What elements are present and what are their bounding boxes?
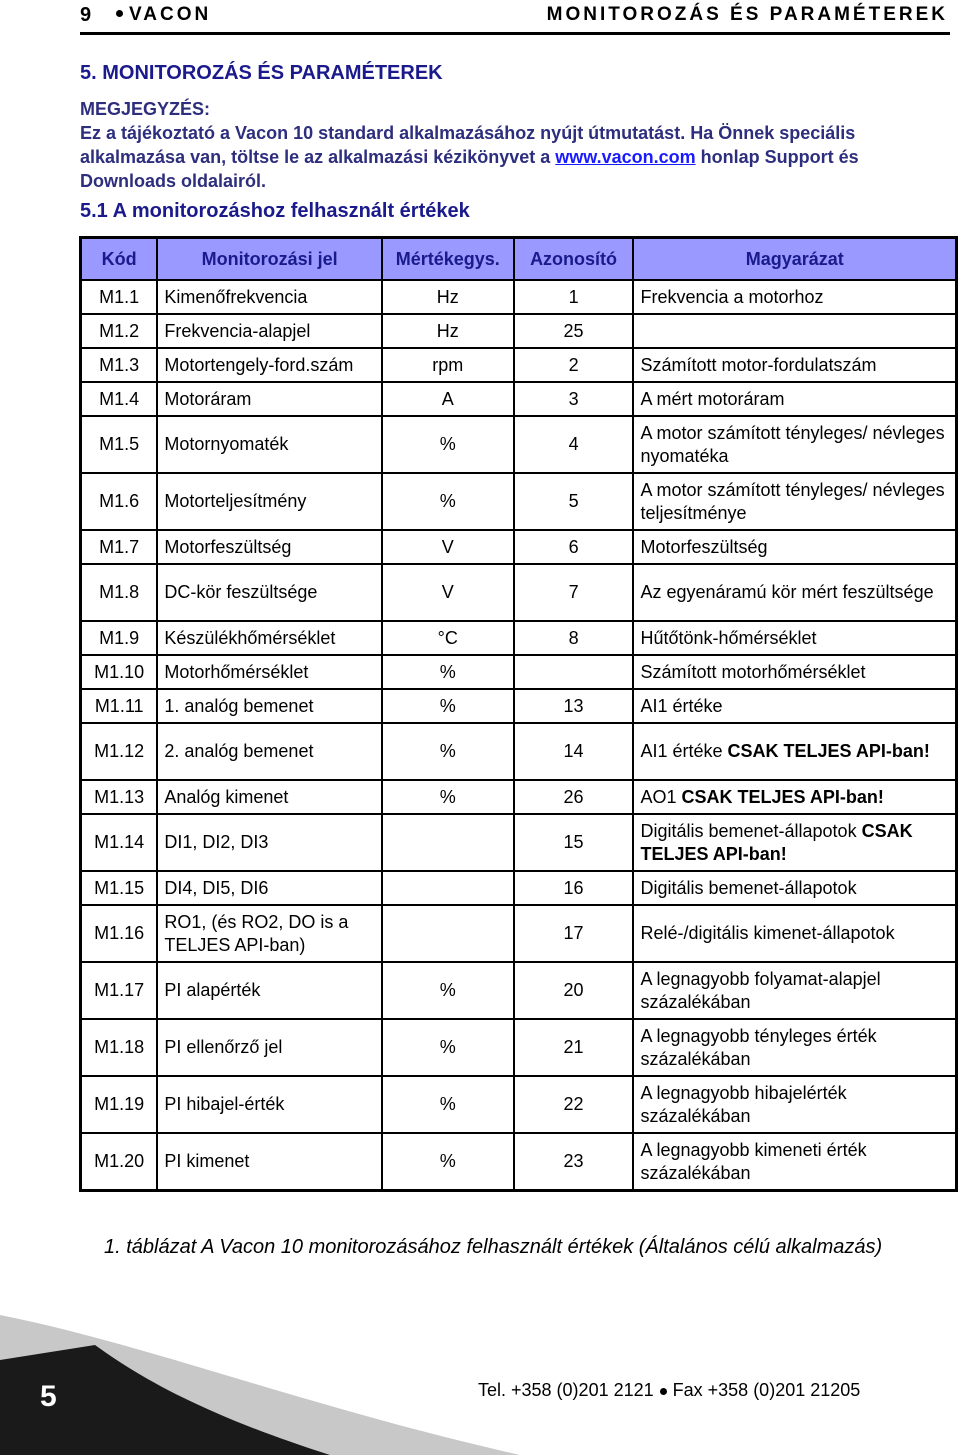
table-row <box>81 564 957 621</box>
cell-id <box>514 655 634 689</box>
table-row <box>81 621 957 655</box>
explanation-text: AO1 <box>640 786 682 807</box>
table-row <box>81 1076 957 1133</box>
table-row <box>81 530 957 564</box>
note-heading: MEGJEGYZÉS: <box>80 99 211 119</box>
explanation-text: Hűtőtönk-hőmérséklet <box>640 627 817 648</box>
cell-explanation <box>633 1019 956 1076</box>
cell-id: 23 <box>514 1133 634 1191</box>
explanation-text: Számított motor-fordulatszám <box>640 354 877 375</box>
table-row <box>81 655 957 689</box>
cell-code: M1.6 <box>81 473 158 530</box>
cell-code: M1.11 <box>81 689 158 723</box>
cell-code: M1.17 <box>81 962 158 1019</box>
table-row <box>81 814 957 871</box>
explanation-text: Motorfeszültség <box>640 536 768 557</box>
vacon-link[interactable]: www.vacon.com <box>555 147 696 167</box>
cell-explanation <box>633 280 956 314</box>
explanation-text: A legnagyobb tényleges érték százalékában <box>640 1025 877 1069</box>
monitoring-table <box>79 236 958 1192</box>
explanation-text: A mért motoráram <box>640 388 785 409</box>
footer-contact <box>478 1380 860 1401</box>
cell-id: 25 <box>514 314 634 348</box>
cell-explanation <box>633 416 956 473</box>
cell-signal: Motoráram <box>157 382 382 416</box>
cell-signal: DI1, DI2, DI3 <box>157 814 382 871</box>
table-row <box>81 280 957 314</box>
cell-unit <box>382 871 514 905</box>
cell-explanation <box>633 655 956 689</box>
footer-fax: Fax +358 (0)201 21205 <box>672 1380 861 1400</box>
explanation-text: Az egyenáramú kör mért feszültsége <box>640 582 934 602</box>
cell-explanation <box>633 564 956 621</box>
cell-explanation <box>633 1133 956 1191</box>
cell-id: 6 <box>514 530 634 564</box>
note-block <box>80 97 955 193</box>
cell-signal: Motortengely-ford.szám <box>157 348 382 382</box>
cell-id: 2 <box>514 348 634 382</box>
cell-unit: Hz <box>382 314 514 348</box>
note-text-after: honlap Support és Downloads oldalairól. <box>80 147 859 191</box>
cell-signal: PI alapérték <box>157 962 382 1019</box>
explanation-text: A motor számított tényleges/ névleges nyomatéka <box>640 422 945 466</box>
explanation-text: A legnagyobb folyamat-alapjel százalékában <box>640 968 881 1012</box>
cell-signal: 1. analóg bemenet <box>157 689 382 723</box>
cell-signal: Készülékhőmérséklet <box>157 621 382 655</box>
cell-signal: DC-kör feszültsége <box>157 564 382 621</box>
col-header-explanation: Magyarázat <box>633 238 956 281</box>
cell-code: M1.14 <box>81 814 158 871</box>
footer-tel: Tel. +358 (0)201 2121 <box>478 1380 654 1400</box>
header-section: MONITOROZÁS ÉS PARAMÉTEREK <box>546 4 948 25</box>
explanation-text: AI1 értéke <box>640 741 728 761</box>
explanation-text: Relé-/digitális kimenet-állapotok <box>640 923 895 943</box>
cell-id: 8 <box>514 621 634 655</box>
explanation-text: Digitális bemenet-állapotok <box>640 820 862 841</box>
cell-code: M1.13 <box>81 780 158 814</box>
table-row <box>81 348 957 382</box>
explanation-text: Digitális bemenet-állapotok <box>640 877 857 898</box>
cell-unit <box>382 905 514 962</box>
cell-unit: % <box>382 473 514 530</box>
cell-code: M1.18 <box>81 1019 158 1076</box>
cell-id: 1 <box>514 280 634 314</box>
cell-explanation <box>633 962 956 1019</box>
cell-unit: V <box>382 564 514 621</box>
cell-id: 26 <box>514 780 634 814</box>
cell-code: M1.1 <box>81 280 158 314</box>
cell-explanation <box>633 314 956 348</box>
cell-signal: 2. analóg bemenet <box>157 723 382 780</box>
explanation-text: A motor számított tényleges/ névleges teljesítménye <box>640 479 945 523</box>
cell-code: M1.20 <box>81 1133 158 1191</box>
table-row <box>81 905 957 962</box>
cell-explanation <box>633 780 956 814</box>
cell-signal: Motorhőmérséklet <box>157 655 382 689</box>
cell-unit: % <box>382 655 514 689</box>
explanation-text: A legnagyobb kimeneti érték százalékában <box>640 1139 867 1183</box>
cell-code: M1.12 <box>81 723 158 780</box>
cell-code: M1.15 <box>81 871 158 905</box>
cell-explanation <box>633 473 956 530</box>
cell-unit: A <box>382 382 514 416</box>
explanation-text: AI1 értéke <box>640 695 723 716</box>
table-caption: 1. táblázat A Vacon 10 monitorozásához felhasznált értékek (Általános célú alkalmazás) <box>104 1236 883 1258</box>
cell-unit: Hz <box>382 280 514 314</box>
explanation-text: A legnagyobb hibajelérték százalékában <box>640 1082 847 1126</box>
note-text <box>80 121 955 193</box>
cell-unit: rpm <box>382 348 514 382</box>
explanation-text: Számított motorhőmérséklet <box>640 661 866 682</box>
cell-id: 14 <box>514 723 634 780</box>
header-brand <box>116 4 211 26</box>
cell-id: 5 <box>514 473 634 530</box>
table-row <box>81 314 957 348</box>
cell-code: M1.19 <box>81 1076 158 1133</box>
cell-signal: Kimenőfrekvencia <box>157 280 382 314</box>
cell-code: M1.5 <box>81 416 158 473</box>
table-row <box>81 780 957 814</box>
cell-signal: RO1, (és RO2, DO is a TELJES API-ban) <box>157 905 382 962</box>
footer-page-number: 5 <box>40 1380 57 1413</box>
subsection-title: 5.1 A monitorozáshoz felhasznált értékek <box>80 200 470 222</box>
bullet-icon <box>116 10 123 17</box>
table-row <box>81 382 957 416</box>
cell-code: M1.10 <box>81 655 158 689</box>
cell-id: 22 <box>514 1076 634 1133</box>
cell-unit: % <box>382 1076 514 1133</box>
cell-code: M1.7 <box>81 530 158 564</box>
cell-signal: PI kimenet <box>157 1133 382 1191</box>
table-row <box>81 473 957 530</box>
col-header-signal: Monitorozási jel <box>157 238 382 281</box>
cell-explanation <box>633 723 956 780</box>
cell-code: M1.8 <box>81 564 158 621</box>
note-text-before: Ez a tájékoztató a Vacon 10 standard alkalmazásához nyújt útmutatást. Ha Önnek speciális alkalmazása van, töltse le az alkalmazási kézikönyvet a <box>80 123 856 167</box>
cell-id: 7 <box>514 564 634 621</box>
table-row <box>81 723 957 780</box>
col-header-id: Azonosító <box>514 238 634 281</box>
cell-code: M1.4 <box>81 382 158 416</box>
table-row <box>81 871 957 905</box>
cell-unit: % <box>382 723 514 780</box>
col-header-unit: Mértékegys. <box>382 238 514 281</box>
cell-unit: % <box>382 689 514 723</box>
cell-code: M1.16 <box>81 905 158 962</box>
table-row <box>81 962 957 1019</box>
cell-signal: Analóg kimenet <box>157 780 382 814</box>
bullet-icon <box>660 1388 667 1395</box>
cell-unit: °C <box>382 621 514 655</box>
cell-explanation <box>633 1076 956 1133</box>
cell-id: 16 <box>514 871 634 905</box>
explanation-bold-text: CSAK TELJES API-ban! <box>681 786 884 807</box>
cell-signal: Motornyomaték <box>157 416 382 473</box>
cell-signal: PI ellenőrző jel <box>157 1019 382 1076</box>
cell-unit <box>382 814 514 871</box>
cell-explanation <box>633 814 956 871</box>
col-header-code: Kód <box>81 238 158 281</box>
cell-signal: PI hibajel-érték <box>157 1076 382 1133</box>
cell-unit: % <box>382 1019 514 1076</box>
cell-unit: V <box>382 530 514 564</box>
cell-explanation <box>633 621 956 655</box>
cell-explanation <box>633 689 956 723</box>
cell-explanation <box>633 348 956 382</box>
page-header <box>80 0 950 35</box>
table-body <box>81 280 957 1191</box>
section-title: 5. MONITOROZÁS ÉS PARAMÉTEREK <box>80 62 443 84</box>
cell-explanation <box>633 530 956 564</box>
cell-unit: % <box>382 1133 514 1191</box>
cell-unit: % <box>382 780 514 814</box>
cell-signal: Frekvencia-alapjel <box>157 314 382 348</box>
header-brand-text: VACON <box>129 4 212 25</box>
cell-code: M1.9 <box>81 621 158 655</box>
cell-signal: DI4, DI5, DI6 <box>157 871 382 905</box>
table-row <box>81 1133 957 1191</box>
table-header-row <box>81 238 957 281</box>
cell-id: 15 <box>514 814 634 871</box>
cell-code: M1.3 <box>81 348 158 382</box>
table-row <box>81 416 957 473</box>
table-row <box>81 1019 957 1076</box>
cell-id: 20 <box>514 962 634 1019</box>
cell-signal: Motorfeszültség <box>157 530 382 564</box>
cell-code: M1.2 <box>81 314 158 348</box>
cell-id: 3 <box>514 382 634 416</box>
cell-id: 21 <box>514 1019 634 1076</box>
cell-unit: % <box>382 416 514 473</box>
cell-signal: Motorteljesítmény <box>157 473 382 530</box>
explanation-bold-text: CSAK TELJES API-ban! <box>727 741 930 761</box>
cell-id: 17 <box>514 905 634 962</box>
cell-id: 13 <box>514 689 634 723</box>
table-row <box>81 689 957 723</box>
explanation-text: Frekvencia a motorhoz <box>640 286 824 307</box>
explanation-bold-text: CSAK TELJES API-ban! <box>640 820 913 864</box>
cell-id: 4 <box>514 416 634 473</box>
cell-unit: % <box>382 962 514 1019</box>
header-page-number: 9 <box>80 4 92 26</box>
cell-explanation <box>633 382 956 416</box>
cell-explanation <box>633 871 956 905</box>
cell-explanation <box>633 905 956 962</box>
